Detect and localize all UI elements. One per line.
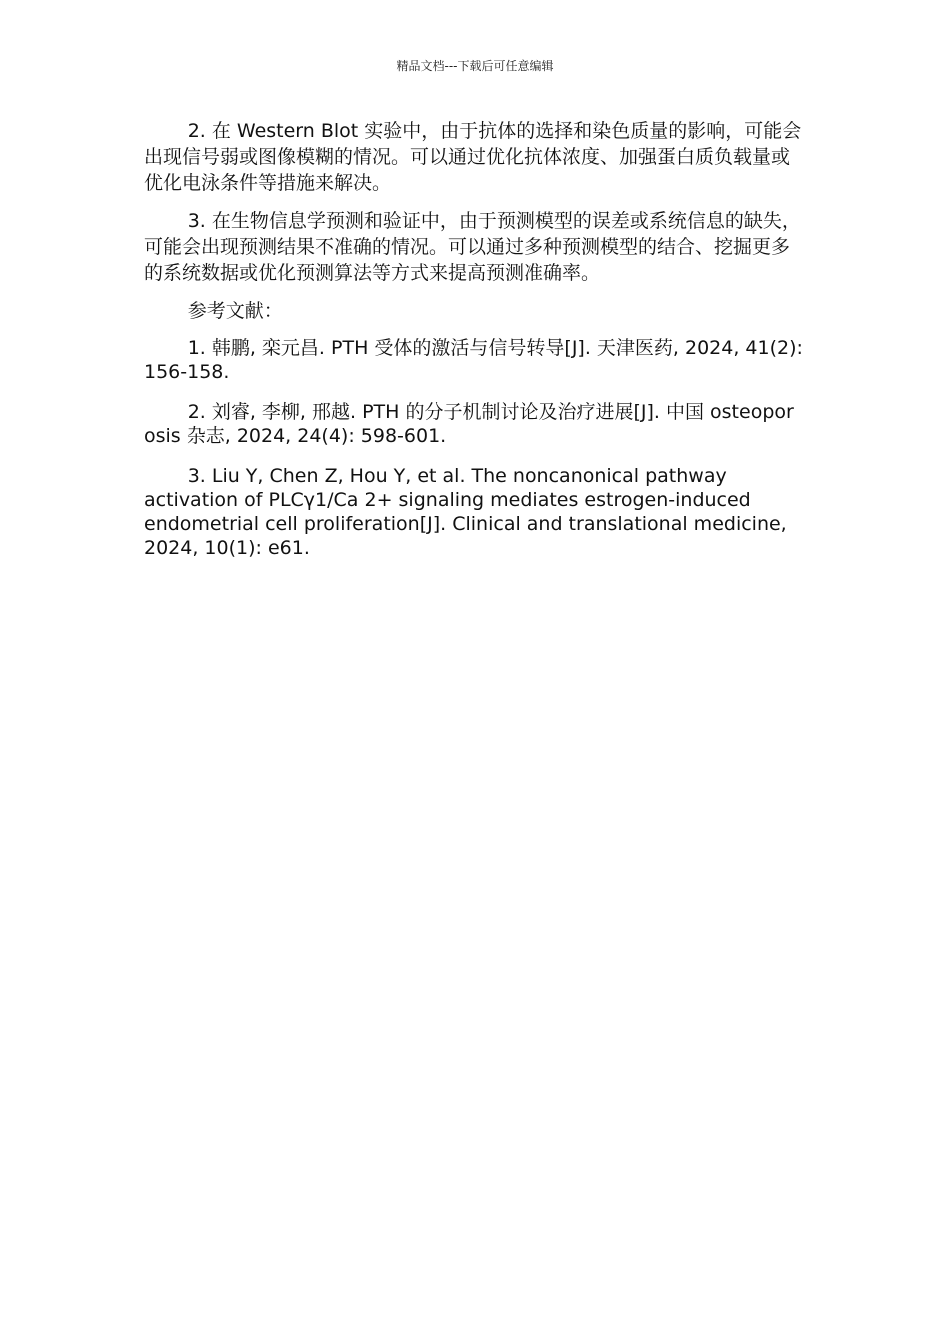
references-heading: 参考文献： — [187, 300, 283, 322]
reference-item-1: 1. 韩鹏, 栾元昌. PTH 受体的激活与信号转导[J]. 天津医药, 2024, 41(2): 156-158. — [144, 337, 803, 383]
reference-item-3: 3. Liu Y, Chen Z, Hou Y, et al. The noncanonical pathway activation of PLCγ1/Ca 2+ signaling mediates estrogen-induced endometrial cell proliferation[J]. Clinical and translational medicine, 2024, 10(1): e61. — [144, 465, 787, 559]
reference-item-2: 2. 刘睿, 李柳, 邢越. PTH 的分子机制讨论及治疗进展[J]. 中国 osteoporosis 杂志, 2024, 24(4): 598-601. — [144, 401, 794, 447]
page-header: 精品文档---下载后可任意编辑 — [396, 59, 554, 73]
body-paragraph-bioinformatics: 3. 在生物信息学预测和验证中，由于预测模型的误差或系统信息的缺失，可能会出现预测结果不准确的情况。可以通过多种预测模型的结合、挖掘更多的系统数据或优化预测算法等方式来提高预测准确率。 — [144, 210, 801, 284]
document-body — [144, 118, 804, 576]
body-paragraph-western-blot: 2. 在 Western Blot 实验中，由于抗体的选择和染色质量的影响，可能会出现信号弱或图像模糊的情况。可以通过优化抗体浓度、加强蛋白质负载量或优化电泳条件等措施来解决。 — [144, 120, 802, 194]
